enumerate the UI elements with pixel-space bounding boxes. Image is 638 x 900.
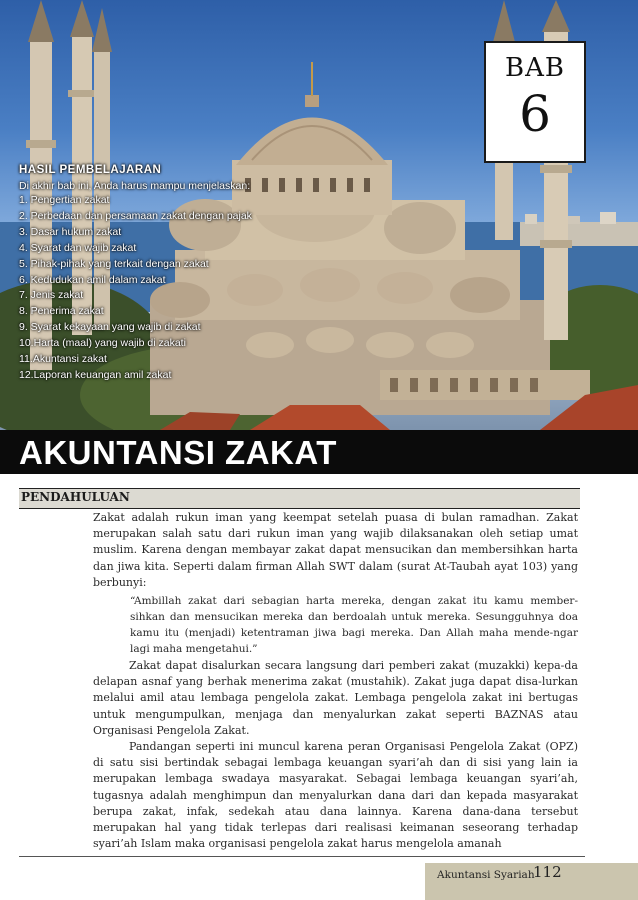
chapter-title: AKUNTANSI ZAKAT (19, 434, 337, 471)
learning-outcomes (19, 164, 319, 384)
page-number: 112 (533, 863, 562, 881)
paragraph-3: Pandangan seperti ini muncul karena peran Organisasi Pengelola Zakat (OPZ) di satu sisi bertindak sebagai lembaga keuangan syari’ah dan di sisi yang lain ia merupakan lembaga swadaya masyarakat. Sebagai lembaga keuangan syari’ah, tugasnya adalah menghimpun dan menyalurkan dana dari dan kepada masyarakat berupa zakat, infak, sedekah atau dana lainnya. Karena dana-dana tersebut merupakan hal yang tidak terlepas dari realisasi keimanan seseorang terhadap syari’ah Islam maka organisasi pengelola zakat harus mengelola amanah (93, 740, 578, 851)
list-item: 3. Dasar hukum zakat (19, 225, 122, 238)
paragraph-1: Zakat adalah rukun iman yang keempat setelah puasa di bulan ramadhan. Zakat merupakan salah satu dari rukun iman yang wajib dilaksanakan oleh setiap umat muslim. Karena dengan membayar zakat dapat mensucikan dan membersihkan harta dan jiwa kita. Seperti dalam firman Allah SWT dalam (surat At-Taubah ayat 103) yang berbunyi: (93, 511, 578, 589)
learning-outcomes-title: HASIL PEMBELAJARAN (19, 164, 162, 176)
chapter-number: 6 (519, 85, 551, 143)
list-item: 1. Pengertian zakat (19, 194, 110, 206)
quran-quote: “Ambillah zakat dari sebagian harta mereka, dengan zakat itu kamu member-sihkan dan mensucikan mereka dan berdoalah untuk mereka. Sesungguhnya doa kamu itu (menjadi) ketentraman jiwa bagi mereka. Dan Allah maha mende-ngar lagi maha mengetahui.” (130, 595, 578, 656)
paragraph-2: Zakat dapat disalurkan secara langsung dari pemberi zakat (muzakki) kepa-da delapan asnaf yang berhak menerima zakat (mustahik). Zakat juga dapat disa-lurkan melalui amil atau lembaga pengelola zakat. Lembaga pengelola zakat ini bertugas untuk mengumpulkan, menjaga dan menyalurkan zakat seperti BAZNAS atau Organisasi Pengelola Zakat. (93, 659, 578, 737)
footer (425, 863, 638, 900)
learning-outcomes-intro: Di akhir bab ini, Anda harus mampu menjelaskan: (19, 180, 251, 192)
footer-book-title: Akuntansi Syariah (437, 869, 535, 881)
chapter-title-bar (0, 430, 638, 474)
list-item: 8. Penerima zakat (19, 305, 104, 318)
list-item: 4. Syarat dan wajib zakat (19, 241, 137, 254)
body-text (93, 510, 578, 852)
list-item: 11.Akuntansi zakat (19, 353, 107, 366)
list-item: 12.Laporan keuangan amil zakat (19, 368, 172, 381)
section-heading (19, 488, 580, 509)
list-item: 2. Perbedaan dan persamaan zakat dengan pajak (19, 209, 252, 222)
chapter-badge (484, 41, 586, 163)
list-item: 5. Pihak-pihak yang terkait dengan zakat (19, 257, 209, 270)
list-item: 6. Kedudukan amil dalam zakat (19, 273, 166, 286)
list-item: 10.Harta (maal) yang wajib di zakati (19, 337, 186, 350)
chapter-label: BAB (505, 53, 565, 83)
list-item: 7. Jenis zakat (19, 289, 84, 302)
cover-photo-mosque (0, 0, 638, 430)
learning-outcomes-list (19, 193, 319, 384)
section-heading-text: PENDAHULUAN (21, 490, 130, 504)
footer-divider (19, 856, 585, 857)
list-item: 9. Syarat kekayaan yang wajib di zakat (19, 321, 201, 334)
